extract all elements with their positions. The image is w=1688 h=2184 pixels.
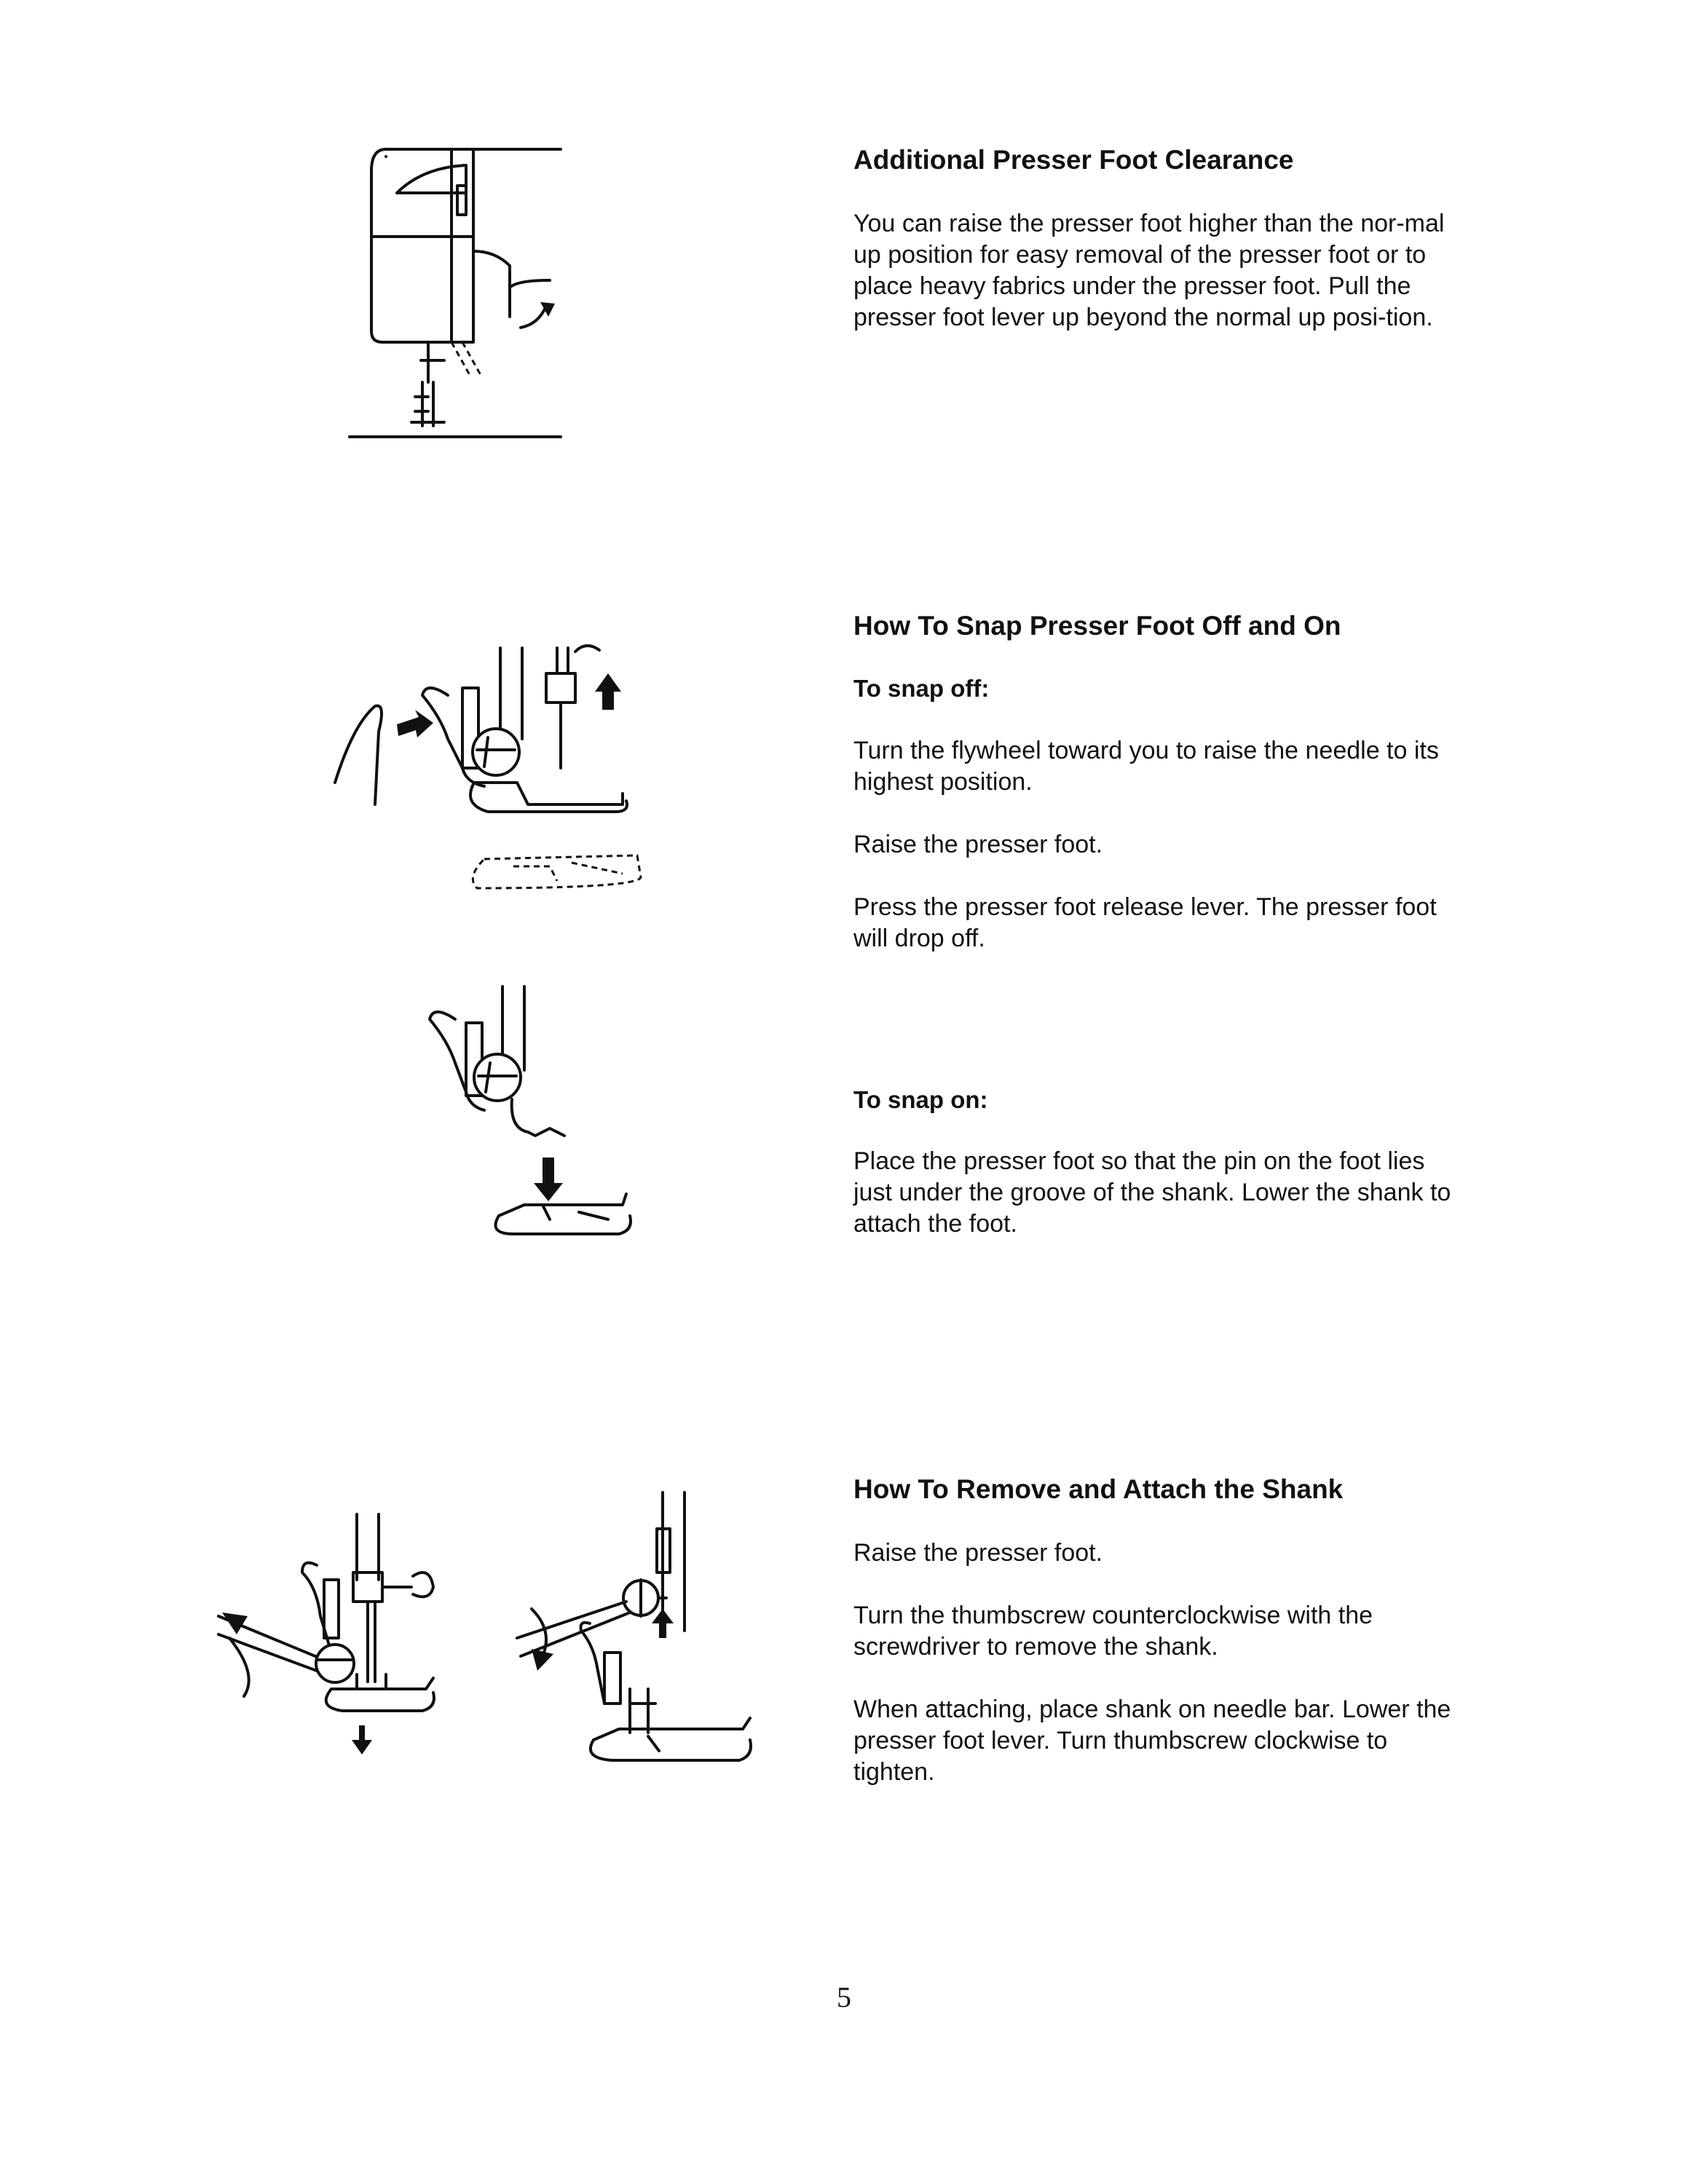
section-snap-presser-foot (853, 610, 1465, 1240)
section-remove-attach-shank (853, 1473, 1465, 1788)
figure-attach-shank (502, 1485, 779, 1791)
snap-off-step: Turn the flywheel toward you to raise the needle to its highest position. (853, 736, 1439, 796)
figure-snap-on (419, 983, 652, 1245)
snap-off-heading: To snap off: (853, 675, 990, 703)
section-title: How To Snap Presser Foot Off and On (853, 611, 1341, 641)
snap-on-heading: To snap on: (853, 1085, 988, 1113)
section-title: How To Remove and Attach the Shank (853, 1474, 1344, 1504)
shank-step: Turn the thumbscrew counterclockwise with the screwdriver to remove the shank. (853, 1602, 1373, 1661)
section-presser-foot-clearance (853, 144, 1465, 333)
shank-step: Raise the presser foot. (853, 1539, 1103, 1567)
section-body: You can raise the presser foot higher than the nor-mal up position for easy removal of the presser foot or to place heavy fabrics under the presser foot. Pull the presser foot lever up beyond the normal up posi-tion. (853, 210, 1445, 332)
page-number: 5 (837, 1981, 851, 2014)
figure-presser-lever-raised (342, 142, 575, 448)
section-title: Additional Presser Foot Clearance (853, 145, 1294, 175)
figure-remove-shank (215, 1507, 470, 1769)
snap-on-body: Place the presser foot so that the pin on the foot lies just under the groove of the shank. Lower the shank to attach the foot. (853, 1147, 1451, 1238)
figure-snap-off (331, 637, 652, 906)
snap-off-step: Raise the presser foot. (853, 830, 1103, 858)
shank-step: When attaching, place shank on needle bar. Lower the presser foot lever. Turn thumbscrew clockwise to tighten. (853, 1696, 1451, 1787)
snap-off-step: Press the presser foot release lever. The presser foot will drop off. (853, 893, 1437, 952)
